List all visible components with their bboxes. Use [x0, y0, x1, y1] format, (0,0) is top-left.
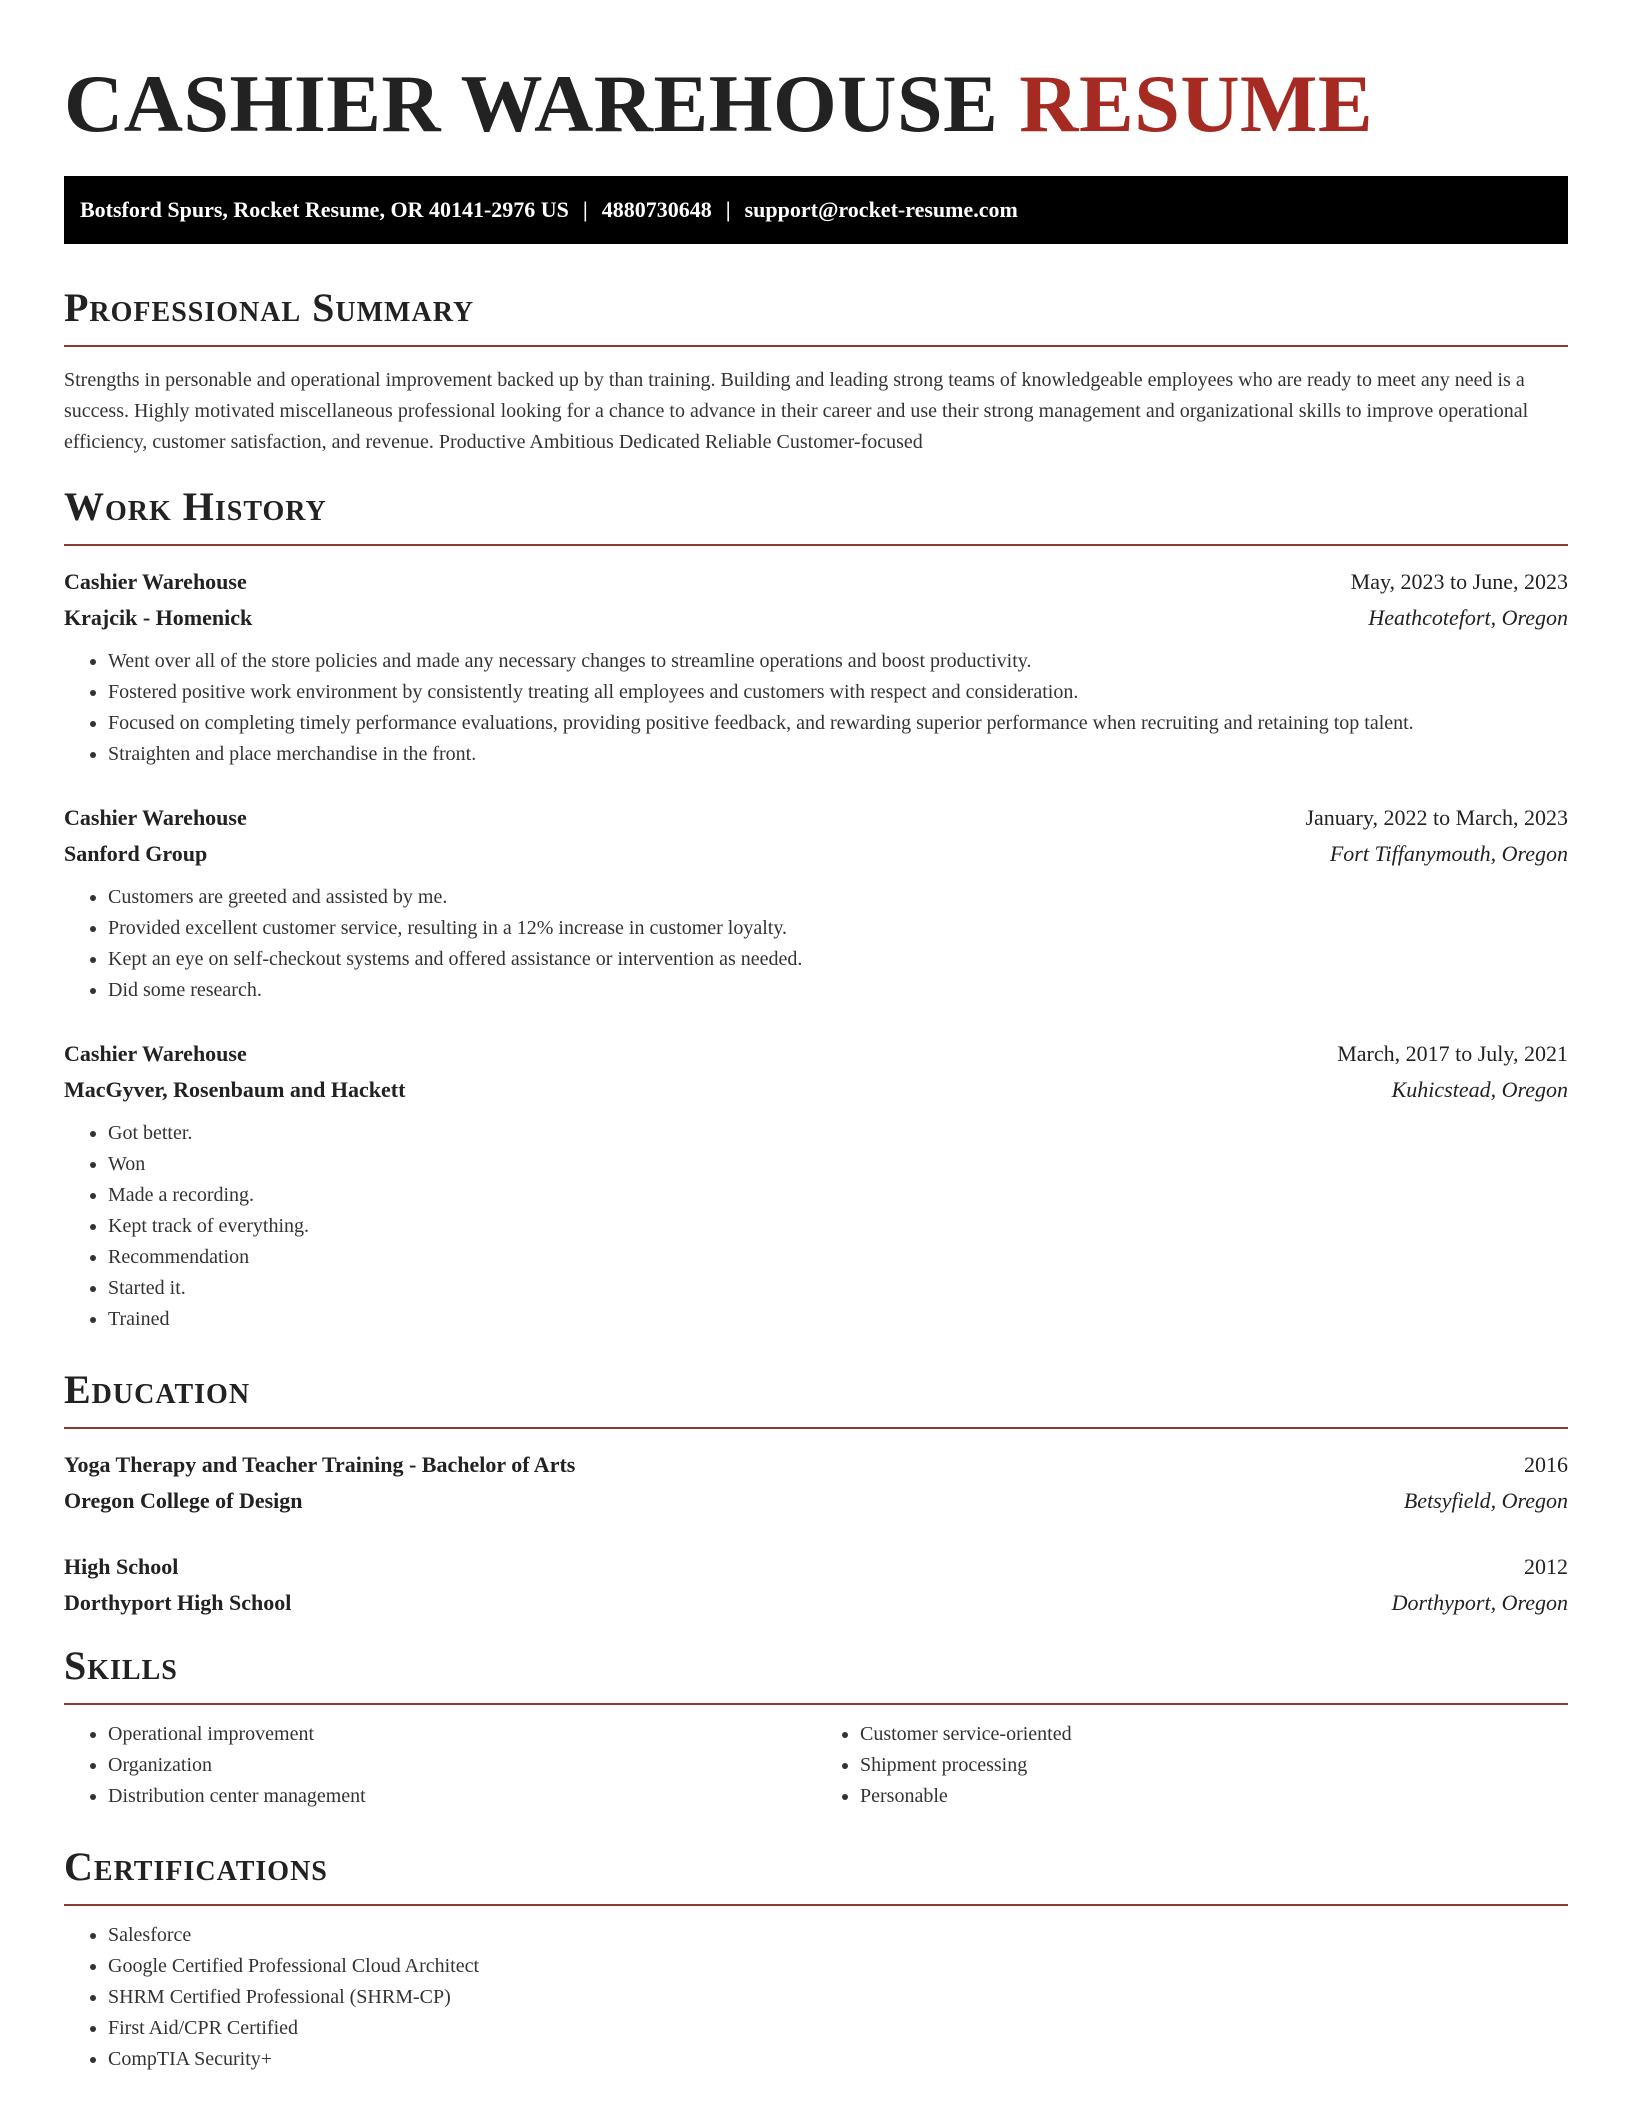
- list-item: • Salesforce: [108, 1920, 1568, 1951]
- summary-heading: Professional Summary: [64, 283, 1568, 347]
- list-item: • Operational improvement: [108, 1719, 816, 1750]
- job-title: Cashier Warehouse: [64, 569, 247, 594]
- job-bullets: [64, 646, 1568, 770]
- education-degree-row: [64, 1549, 1568, 1585]
- job-company-row: [64, 1072, 1568, 1108]
- skills-section: [64, 1641, 1568, 1812]
- list-item: • Straighten and place merchandise in the front.: [108, 739, 1568, 770]
- list-item: • Fostered positive work environment by consistently treating all employees and customers with respect and consideration.: [108, 677, 1568, 708]
- job-bullets: [64, 1118, 1568, 1335]
- job-company: Krajcik - Homenick: [64, 605, 253, 630]
- education-entry: [64, 1549, 1568, 1621]
- list-item: • Customer service-oriented: [860, 1719, 1568, 1750]
- list-item: • SHRM Certified Professional (SHRM-CP): [108, 1982, 1568, 2013]
- list-item: • Did some research.: [108, 975, 1568, 1006]
- education-degree-row: [64, 1447, 1568, 1483]
- work-history-heading: Work History: [64, 482, 1568, 546]
- list-item: • Focused on completing timely performance evaluations, providing positive feedback, and rewarding superior performance when recruiting and retaining top talent.: [108, 708, 1568, 739]
- skills-list-right: [816, 1719, 1568, 1812]
- education-school-row: [64, 1483, 1568, 1519]
- education-location: Dorthyport, Oregon: [1391, 1590, 1568, 1615]
- summary-section: [64, 283, 1568, 458]
- contact-separator: |: [582, 197, 588, 222]
- contact-phone: 4880730648: [601, 197, 712, 222]
- list-item: • Trained: [108, 1304, 1568, 1335]
- list-item: • Personable: [860, 1781, 1568, 1812]
- certifications-heading: Certifications: [64, 1842, 1568, 1906]
- list-item: • Recommendation: [108, 1242, 1568, 1273]
- work-history-section: [64, 482, 1568, 1335]
- education-school-row: [64, 1585, 1568, 1621]
- job-company: Sanford Group: [64, 841, 208, 866]
- education-school: Oregon College of Design: [64, 1488, 303, 1513]
- job-title-row: [64, 800, 1568, 836]
- list-item: • Provided excellent customer service, resulting in a 12% increase in customer loyalty.: [108, 913, 1568, 944]
- list-item: • Kept track of everything.: [108, 1211, 1568, 1242]
- job-dates: March, 2017 to July, 2021: [1337, 1041, 1568, 1066]
- resume-page: [64, 0, 1568, 2075]
- list-item: • CompTIA Security+: [108, 2044, 1568, 2075]
- job-company-row: [64, 836, 1568, 872]
- job-company-row: [64, 600, 1568, 636]
- job-title: Cashier Warehouse: [64, 805, 247, 830]
- title-accent: RESUME: [1019, 58, 1374, 149]
- list-item: • Got better.: [108, 1118, 1568, 1149]
- education-entry: [64, 1447, 1568, 1519]
- certifications-list: [64, 1920, 1568, 2075]
- job-title-row: [64, 564, 1568, 600]
- education-school: Dorthyport High School: [64, 1590, 292, 1615]
- skills-list-left: [64, 1719, 816, 1812]
- education-location: Betsyfield, Oregon: [1403, 1488, 1568, 1513]
- list-item: • Won: [108, 1149, 1568, 1180]
- job-entry: [64, 800, 1568, 1006]
- job-dates: May, 2023 to June, 2023: [1350, 569, 1568, 594]
- education-year: 2016: [1524, 1452, 1568, 1477]
- list-item: • Organization: [108, 1750, 816, 1781]
- education-section: [64, 1365, 1568, 1621]
- list-item: • Made a recording.: [108, 1180, 1568, 1211]
- education-heading: Education: [64, 1365, 1568, 1429]
- job-company: MacGyver, Rosenbaum and Hackett: [64, 1077, 406, 1102]
- list-item: • Started it.: [108, 1273, 1568, 1304]
- job-title: Cashier Warehouse: [64, 1041, 247, 1066]
- list-item: • Distribution center management: [108, 1781, 816, 1812]
- list-item: • Kept an eye on self-checkout systems and offered assistance or intervention as needed.: [108, 944, 1568, 975]
- job-dates: January, 2022 to March, 2023: [1305, 805, 1568, 830]
- job-location: Heathcotefort, Oregon: [1368, 605, 1568, 630]
- list-item: • Customers are greeted and assisted by me.: [108, 882, 1568, 913]
- contact-separator: |: [725, 197, 731, 222]
- job-entry: [64, 1036, 1568, 1335]
- job-bullets: [64, 882, 1568, 1006]
- job-title-row: [64, 1036, 1568, 1072]
- job-location: Kuhicstead, Oregon: [1391, 1077, 1568, 1102]
- list-item: • First Aid/CPR Certified: [108, 2013, 1568, 2044]
- skills-heading: Skills: [64, 1641, 1568, 1705]
- education-degree: High School: [64, 1554, 179, 1579]
- title-main: CASHIER WAREHOUSE: [64, 58, 999, 149]
- list-item: • Google Certified Professional Cloud Architect: [108, 1951, 1568, 1982]
- skills-grid: [64, 1719, 1568, 1812]
- certifications-section: [64, 1842, 1568, 2075]
- list-item: • Went over all of the store policies and made any necessary changes to streamline operations and boost productivity.: [108, 646, 1568, 677]
- contact-email: support@rocket-resume.com: [744, 197, 1018, 222]
- education-degree: Yoga Therapy and Teacher Training - Bachelor of Arts: [64, 1452, 576, 1477]
- job-entry: [64, 564, 1568, 770]
- contact-address: Botsford Spurs, Rocket Resume, OR 40141-2976 US: [80, 197, 569, 222]
- resume-title: [64, 0, 1568, 152]
- summary-text: Strengths in personable and operational improvement backed up by than training. Building and leading strong teams of knowledgeable employees who are ready to meet any need is a success. Highly motivated miscellaneous professional looking for a chance to advance in their career and use their strong management and organizational skills to improve operational efficiency, customer satisfaction, and revenue. Productive Ambitious Dedicated Reliable Customer-focused: [64, 369, 1529, 453]
- job-location: Fort Tiffanymouth, Oregon: [1329, 841, 1568, 866]
- list-item: • Shipment processing: [860, 1750, 1568, 1781]
- contact-bar: [64, 176, 1568, 244]
- education-year: 2012: [1524, 1554, 1568, 1579]
